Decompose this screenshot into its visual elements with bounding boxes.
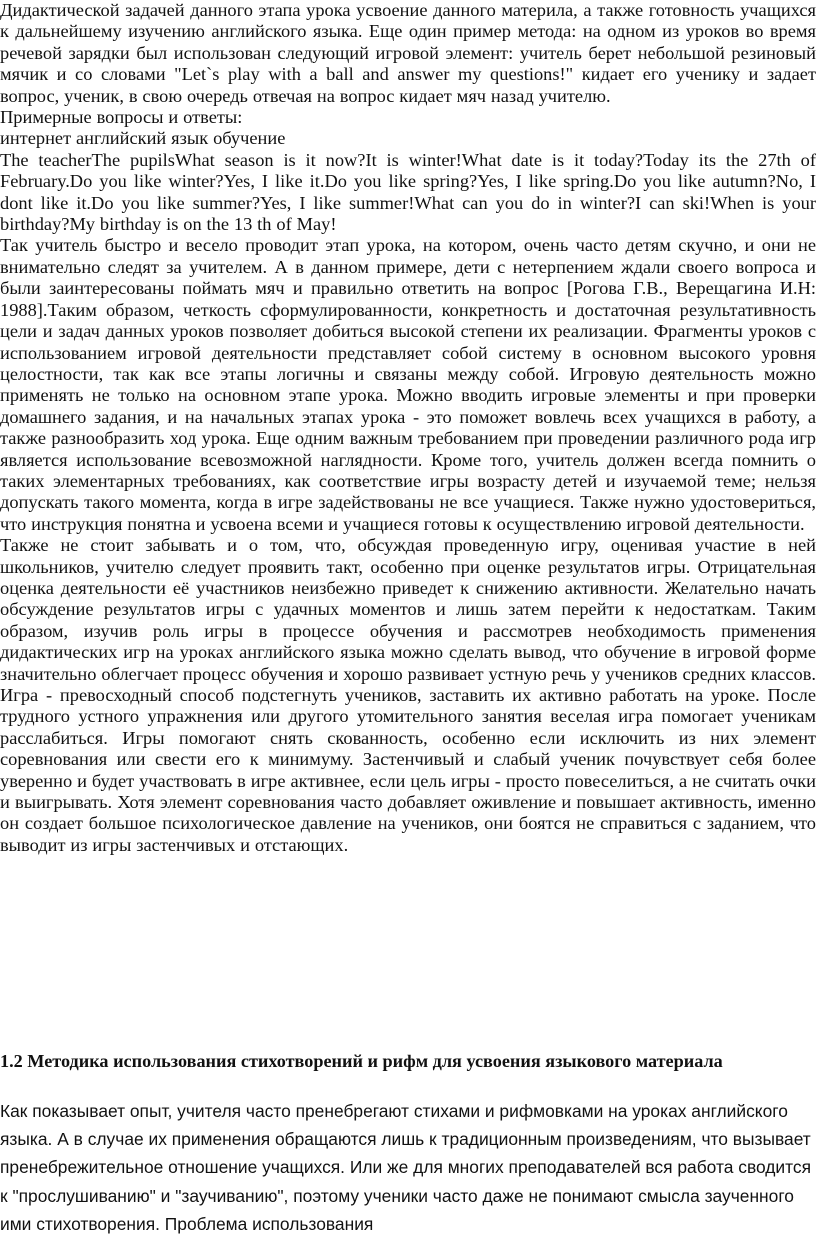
section-heading: 1.2 Методика использования стихотворений и рифм для усвоения языкового материала (0, 1051, 723, 1071)
paragraph-sample-questions-label: Примерные вопросы и ответы: (0, 107, 243, 128)
paragraph-lesson-goal: Дидактической задачей данного этапа урока усвоение данного материла, а также готовность учащихся к дальнейшему изучению английского языка. Еще один пример метода: на одном из уроков во время речевой зарядки был использован следующий игровой элемент: учитель берет небольшой резиновый мячик и со словами "Let`s play with a ball and answer my questions!" кидает его ученику и задает вопрос, ученик, в свою очередь отвечая на вопрос кидает мяч назад учителю. (0, 0, 816, 106)
paragraph-dialogue: The teacherThe pupilsWhat season is it now?It is winter!What date is it today?Today its the 27th of February.Do you like winter?Yes, I like it.Do you like spring?Yes, I like spring.Do you like autumn?No, I dont like it.Do you like summer?Yes, I like summer!What can you do in winter?I can ski!When is your birthday?My birthday is on the 13 th of May! (0, 149, 816, 235)
section-paragraph: Как показывает опыт, учителя часто пренебрегают стихами и рифмовками на уроках английского языка. А в случае их применения обращаются лишь к традиционным произведениям, что вызывает пренебрежительное отношение учащихся. Или же для многих преподавателей вся работа сводится к "прослушиванию" и "заучиванию", поэтому ученики часто даже не понимают смысла заученного ими стихотворения. Проблема использования (0, 1101, 812, 1234)
paragraph-game-evaluation: Также не стоит забывать и о том, что, обсуждая проведенную игру, оценивая участие в ней школьников, учителю следует проявить такт, особенно при оценке результатов игры. Отрицательная оценка деятельности её участников неизбежно приведет к снижению активности. Желательно начать обсуждение результатов игры с удачных моментов и лишь затем перейти к недостаткам. Таким образом, изучив роль игры в процессе обучения и рассмотрев необходимость применения дидактических игр на уроках английского языка можно сделать вывод, что обучение в игровой форме значительно облегчает процесс обучения и хорошо развивает устную речь у учеников средних классов. Игра - превосходный способ подстегнуть учеников, заставить их активно работать на уроке. После трудного устного упражнения или другого утомительного занятия веселая игра помогает ученикам расслабиться. Игры помогают снять скованность, особенно если исключить из них элемент соревнования или свести его к минимуму. Застенчивый и слабый ученик почувствует себя более уверенно и будет участвовать в игре активнее, если цель игры - просто повеселиться, а не считать очки и выигрывать. Хотя элемент соревнования часто добавляет оживление и повышает активность, именно он создает большое психологическое давление на учеников, они боятся не справиться с заданием, что выводит из игры застенчивых и отстающих. (0, 535, 816, 855)
paragraph-keywords: интернет английский язык обучение (0, 128, 286, 149)
paragraph-game-activity: Так учитель быстро и весело проводит этап урока, на котором, очень часто детям скучно, и они не внимательно следят за учителем. А в данном примере, дети с нетерпением ждали своего вопроса и были заинтересованы поймать мяч и правильно ответить на вопрос [Рогова Г.В., Верещагина И.Н: 1988].Таким образом, четкость сформулированности, конкретность и достаточная результативность цели и задач данных уроков позволяет добиться высокой степени их реализации. Фрагменты уроков с использованием игровой деятельности представляет собой систему в основном высокого уровня целостности, так как все этапы логичны и связаны между собой. Игровую деятельность можно применять не только на основном этапе урока. Можно вводить игровые элементы и при проверки домашнего задания, и на начальных этапах урока - это поможет вовлечь всех учащихся в работу, а также разнообразить ход урока. Еще одним важным требованием при проведении различного рода игр является использование всевозможной наглядности. Кроме того, учитель должен всегда помнить о таких элементарных требованиях, как соответствие игры возрасту детей и изучаемой теме; нельзя допускать такого момента, когда в игре задействованы не все учащиеся. Также нужно удостовериться, что инструкция понятна и усвоена всеми и учащиеся готовы к осуществлению игровой деятельности. (0, 235, 816, 534)
